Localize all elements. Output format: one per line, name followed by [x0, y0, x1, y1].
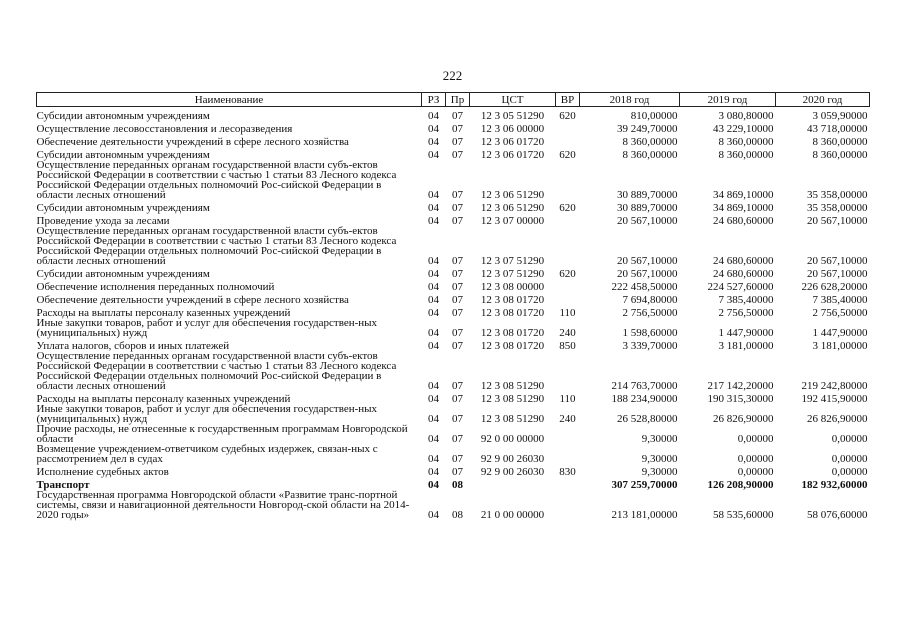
table-row — [37, 490, 870, 520]
row-pr: 07 — [452, 340, 463, 352]
row-value-2019: 1 447,90000 — [718, 327, 774, 339]
row-value-2019: 24 680,60000 — [713, 255, 774, 267]
row-value-2019: 24 680,60000 — [713, 215, 774, 227]
row-name: Обеспечение деятельности учреждений в сфере лесного хозяйства — [36, 136, 349, 148]
row-rz: 04 — [428, 215, 439, 227]
row-value-2018: 213 181,00000 — [611, 509, 678, 521]
table-row — [37, 134, 870, 147]
row-value-2020: 35 358,00000 — [807, 189, 868, 201]
row-cst: 12 3 08 00000 — [480, 281, 545, 293]
row-vr — [556, 477, 580, 490]
row-cst: 12 3 08 01720 — [480, 294, 545, 306]
row-value-2018: 20 567,10000 — [617, 268, 678, 280]
row-value-2020: 58 076,60000 — [807, 509, 868, 521]
row-value-2020: 7 385,40000 — [812, 294, 868, 306]
row-cst: 12 3 07 00000 — [480, 215, 545, 227]
row-pr: 07 — [452, 327, 463, 339]
row-vr: 620 — [559, 149, 576, 161]
table-row — [37, 424, 870, 444]
row-cst: 12 3 08 01720 — [480, 307, 545, 319]
row-name: Расходы на выплаты персоналу казенных учреждений — [36, 307, 291, 319]
row-value-2019: 0,00000 — [737, 433, 774, 445]
row-pr: 07 — [452, 453, 463, 465]
column-header-pr: Пр — [446, 93, 470, 107]
row-name: Уплата налогов, сборов и иных платежей — [36, 340, 230, 352]
row-value-2018: 20 567,10000 — [617, 215, 678, 227]
row-value-2020: 3 059,90000 — [812, 110, 868, 122]
row-value-2019: 8 360,00000 — [718, 136, 774, 148]
row-name: Субсидии автономным учреждениям — [36, 268, 210, 280]
row-cst: 92 9 00 26030 — [480, 466, 545, 478]
row-value-2019: 58 535,60000 — [713, 509, 774, 521]
row-vr — [556, 121, 580, 134]
row-pr: 07 — [452, 149, 463, 161]
row-value-2018: 8 360,00000 — [622, 136, 678, 148]
row-cst: 12 3 08 51290 — [480, 380, 545, 392]
row-value-2019: 2 756,50000 — [718, 307, 774, 319]
row-rz: 04 — [428, 268, 439, 280]
row-rz: 04 — [428, 479, 439, 491]
row-value-2020: 35 358,00000 — [807, 202, 868, 214]
row-rz: 04 — [428, 149, 439, 161]
row-name: Субсидии автономным учреждениям — [36, 202, 210, 214]
row-cst: 12 3 05 51290 — [480, 110, 545, 122]
row-rz: 04 — [428, 307, 439, 319]
table-row — [37, 444, 870, 464]
table-row — [37, 266, 870, 279]
column-header-cst: ЦСТ — [470, 93, 556, 107]
row-rz: 04 — [428, 413, 439, 425]
row-rz: 04 — [428, 509, 439, 521]
row-cst: 12 3 06 01720 — [480, 149, 545, 161]
row-value-2019: 7 385,40000 — [718, 294, 774, 306]
row-name: Проведение ухода за лесами — [36, 215, 170, 227]
row-cst — [470, 477, 556, 490]
row-vr: 830 — [559, 466, 576, 478]
row-name: Осуществление переданных органам государственной власти субъ-ектов Российской Федерации в соответствии с частью 1 статьи 83 Лесного кодекса Российской Федерации отдельных полномочий Рос-сийской Федерации в области лесных отношений — [36, 350, 397, 392]
row-value-2018: 2 756,50000 — [622, 307, 678, 319]
row-value-2019: 3 181,00000 — [718, 340, 774, 352]
budget-table — [36, 92, 870, 520]
row-value-2020: 219 242,80000 — [801, 380, 868, 392]
row-rz: 04 — [428, 123, 439, 135]
row-name: Обеспечение исполнения переданных полномочий — [36, 281, 275, 293]
row-pr: 07 — [452, 380, 463, 392]
row-cst: 12 3 06 51290 — [480, 189, 545, 201]
row-name: Расходы на выплаты персоналу казенных учреждений — [36, 393, 291, 405]
row-value-2018: 30 889,70000 — [617, 189, 678, 201]
table-row — [37, 200, 870, 213]
table-row — [37, 318, 870, 338]
row-name: Возмещение учреждением-ответчиком судебных издержек, связан-ных с рассмотрением дел в судах — [36, 443, 378, 465]
row-value-2020: 192 415,90000 — [801, 393, 868, 405]
row-name: Осуществление переданных органам государственной власти субъ-ектов Российской Федерации в соответствии с частью 1 статьи 83 Лесного кодекса Российской Федерации отдельных полномочий Рос-сийской Федерации в области лесных отношений — [36, 225, 397, 267]
row-value-2019: 0,00000 — [737, 466, 774, 478]
table-body — [37, 107, 870, 521]
row-value-2020: 43 718,00000 — [807, 123, 868, 135]
table-row — [37, 404, 870, 424]
row-rz: 04 — [428, 340, 439, 352]
row-pr: 07 — [452, 433, 463, 445]
row-name: Осуществление переданных органам государственной власти субъ-ектов Российской Федерации в соответствии с частью 1 статьи 83 Лесного кодекса Российской Федерации отдельных полномочий Рос-сийской Федерации в области лесных отношений — [36, 159, 397, 201]
row-value-2018: 39 249,70000 — [617, 123, 678, 135]
row-cst: 21 0 00 00000 — [480, 509, 545, 521]
row-name: Осуществление лесовосстановления и лесоразведения — [36, 123, 293, 135]
row-value-2020: 0,00000 — [831, 433, 868, 445]
row-name: Исполнение судебных актов — [36, 466, 169, 478]
row-value-2019: 43 229,10000 — [713, 123, 774, 135]
row-vr — [556, 292, 580, 305]
row-value-2019: 34 869,10000 — [713, 202, 774, 214]
row-cst: 12 3 08 51290 — [480, 393, 545, 405]
row-name: Иные закупки товаров, работ и услуг для обеспечения государствен-ных (муниципальных) нужд — [36, 317, 378, 339]
row-value-2019: 24 680,60000 — [713, 268, 774, 280]
row-pr: 07 — [452, 294, 463, 306]
row-value-2018: 214 763,70000 — [611, 380, 678, 392]
row-pr: 07 — [452, 202, 463, 214]
row-vr: 240 — [559, 327, 576, 339]
row-value-2020: 226 628,20000 — [801, 281, 868, 293]
row-rz: 04 — [428, 281, 439, 293]
row-value-2018: 307 259,70000 — [611, 479, 678, 491]
row-value-2020: 20 567,10000 — [807, 215, 868, 227]
row-pr: 08 — [452, 509, 463, 521]
row-pr: 07 — [452, 413, 463, 425]
row-vr: 240 — [559, 413, 576, 425]
row-rz: 04 — [428, 466, 439, 478]
row-value-2018: 188 234,90000 — [611, 393, 678, 405]
row-pr: 07 — [452, 189, 463, 201]
row-name: Субсидии автономным учреждениям — [36, 110, 210, 122]
row-name: Иные закупки товаров, работ и услуг для обеспечения государствен-ных (муниципальных) нужд — [36, 403, 378, 425]
row-rz: 04 — [428, 380, 439, 392]
table-row — [37, 279, 870, 292]
row-value-2020: 8 360,00000 — [812, 149, 868, 161]
row-value-2019: 34 869,10000 — [713, 189, 774, 201]
row-pr: 07 — [452, 307, 463, 319]
row-vr — [556, 444, 580, 464]
row-vr: 620 — [559, 202, 576, 214]
row-value-2020: 0,00000 — [831, 453, 868, 465]
row-vr — [556, 424, 580, 444]
row-value-2018: 26 528,80000 — [617, 413, 678, 425]
row-name: Транспорт — [36, 479, 90, 491]
table-row — [37, 160, 870, 200]
row-vr — [556, 226, 580, 266]
row-value-2018: 810,00000 — [630, 110, 678, 122]
row-vr — [556, 351, 580, 391]
row-name: Обеспечение деятельности учреждений в сфере лесного хозяйства — [36, 294, 349, 306]
row-pr: 08 — [452, 479, 463, 491]
row-value-2020: 2 756,50000 — [812, 307, 868, 319]
column-header-rz: РЗ — [422, 93, 446, 107]
row-value-2018: 222 458,50000 — [611, 281, 678, 293]
row-pr: 07 — [452, 215, 463, 227]
row-cst: 12 3 06 01720 — [480, 136, 545, 148]
row-vr — [556, 213, 580, 226]
row-rz: 04 — [428, 189, 439, 201]
row-value-2020: 8 360,00000 — [812, 136, 868, 148]
row-value-2020: 20 567,10000 — [807, 268, 868, 280]
row-value-2018: 9,30000 — [641, 433, 678, 445]
row-value-2020: 3 181,00000 — [812, 340, 868, 352]
row-pr: 07 — [452, 123, 463, 135]
row-rz: 04 — [428, 393, 439, 405]
row-vr — [556, 490, 580, 520]
row-vr — [556, 279, 580, 292]
row-pr: 07 — [452, 393, 463, 405]
row-value-2019: 3 080,80000 — [718, 110, 774, 122]
row-vr: 620 — [559, 110, 576, 122]
row-rz: 04 — [428, 202, 439, 214]
table-row — [37, 121, 870, 134]
row-value-2018: 20 567,10000 — [617, 255, 678, 267]
row-cst: 12 3 08 51290 — [480, 413, 545, 425]
row-rz: 04 — [428, 110, 439, 122]
row-pr: 07 — [452, 268, 463, 280]
row-name: Субсидии автономным учреждениям — [36, 149, 210, 161]
row-vr: 110 — [559, 307, 576, 319]
row-value-2019: 8 360,00000 — [718, 149, 774, 161]
row-cst: 12 3 08 01720 — [480, 327, 545, 339]
row-value-2020: 26 826,90000 — [807, 413, 868, 425]
table-row — [37, 292, 870, 305]
row-cst: 12 3 08 01720 — [480, 340, 545, 352]
row-value-2018: 7 694,80000 — [622, 294, 678, 306]
column-header-2019: 2019 год — [680, 93, 776, 107]
row-value-2018: 8 360,00000 — [622, 149, 678, 161]
row-pr: 07 — [452, 255, 463, 267]
row-rz: 04 — [428, 136, 439, 148]
row-rz: 04 — [428, 433, 439, 445]
row-vr: 620 — [559, 268, 576, 280]
row-cst: 12 3 07 51290 — [480, 268, 545, 280]
row-value-2018: 1 598,60000 — [622, 327, 678, 339]
row-name: Государственная программа Новгородской области «Развитие транс-портной системы, связи и навигационной деятельности Новгород-ской области на 2014-2020 годы» — [36, 489, 410, 521]
row-value-2018: 30 889,70000 — [617, 202, 678, 214]
row-value-2018: 9,30000 — [641, 453, 678, 465]
row-name: Прочие расходы, не отнесенные к государственным программам Новгородской области — [36, 423, 408, 445]
row-value-2020: 20 567,10000 — [807, 255, 868, 267]
row-value-2018: 9,30000 — [641, 466, 678, 478]
table-row — [37, 226, 870, 266]
row-vr — [556, 160, 580, 200]
row-cst: 12 3 07 51290 — [480, 255, 545, 267]
column-header-vr: ВР — [556, 93, 580, 107]
row-value-2019: 0,00000 — [737, 453, 774, 465]
row-vr — [556, 134, 580, 147]
table-row — [37, 351, 870, 391]
row-value-2020: 182 932,60000 — [801, 479, 868, 491]
row-cst: 92 0 00 00000 — [480, 433, 545, 445]
row-rz: 04 — [428, 453, 439, 465]
column-header-name: Наименование — [37, 93, 422, 107]
row-rz: 04 — [428, 294, 439, 306]
row-pr: 07 — [452, 136, 463, 148]
row-pr: 07 — [452, 110, 463, 122]
row-cst: 12 3 06 51290 — [480, 202, 545, 214]
row-vr: 110 — [559, 393, 576, 405]
row-cst: 12 3 06 00000 — [480, 123, 545, 135]
table-row — [37, 464, 870, 477]
row-vr: 850 — [559, 340, 576, 352]
row-value-2020: 0,00000 — [831, 466, 868, 478]
column-header-2020: 2020 год — [776, 93, 870, 107]
row-rz: 04 — [428, 255, 439, 267]
column-header-2018: 2018 год — [580, 93, 680, 107]
row-cst: 92 9 00 26030 — [480, 453, 545, 465]
row-value-2019: 126 208,90000 — [707, 479, 774, 491]
row-value-2019: 190 315,30000 — [707, 393, 774, 405]
row-pr: 07 — [452, 466, 463, 478]
row-rz: 04 — [428, 327, 439, 339]
row-value-2018: 3 339,70000 — [622, 340, 678, 352]
table-header-row — [37, 93, 870, 107]
row-value-2019: 224 527,60000 — [707, 281, 774, 293]
table-row — [37, 107, 870, 122]
row-value-2019: 217 142,20000 — [707, 380, 774, 392]
row-pr: 07 — [452, 281, 463, 293]
row-value-2019: 26 826,90000 — [713, 413, 774, 425]
row-value-2020: 1 447,90000 — [812, 327, 868, 339]
page-number: 222 — [442, 68, 463, 83]
